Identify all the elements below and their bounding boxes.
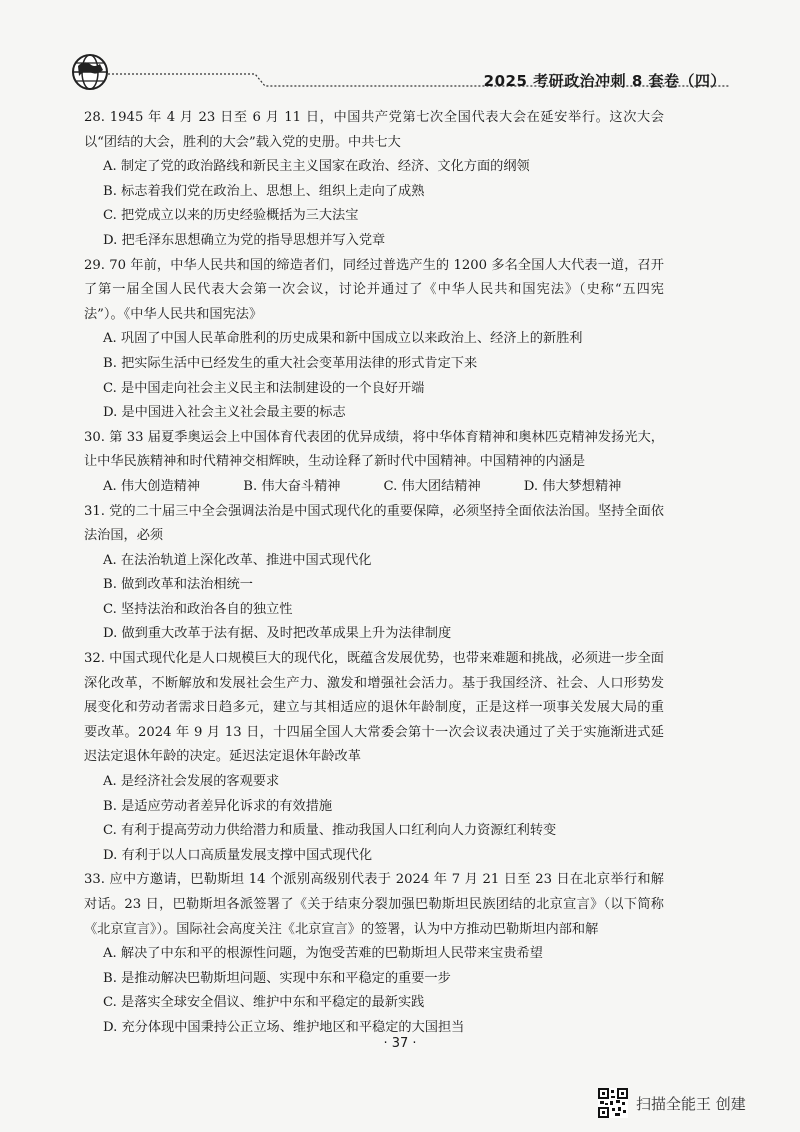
option-d: D. 把毛泽东思想确立为党的指导思想并写入党章	[103, 232, 386, 248]
option-b: B. 把实际生活中已经发生的重大社会变革用法律的形式肯定下来	[103, 355, 478, 371]
question-stem: 33. 应中方邀请，巴勒斯坦 14 个派别高级别代表于 2024 年 7 月 21 日至 23 日在北京举行和解对话。23 日，巴勒斯坦各派签署了《关于结束分裂加强巴勒斯坦民族团结的北京宣言》（以下简称《北京宣言》）。国际社会高度关注《北京宣言》的签署，认为中方推动巴勒斯坦内部和解	[84, 872, 664, 937]
option-c: C. 伟大团结精神	[383, 478, 481, 494]
question-33	[84, 868, 664, 1040]
option-c: C. 有利于提高劳动力供给潜力和质量、推动我国人口红利向人力资源红利转变	[103, 823, 557, 839]
page-number: · 37 ·	[383, 1036, 417, 1051]
option-d: D. 做到重大改革于法有据、及时把改革成果上升为法律制度	[103, 626, 452, 642]
question-32	[84, 647, 664, 868]
watermark-text: 扫描全能王 创建	[636, 1094, 746, 1113]
option-c: C. 坚持法治和政治各自的独立性	[103, 601, 293, 617]
option-a: A. 伟大创造精神	[103, 478, 201, 494]
question-stem: 29. 70 年前，中华人民共和国的缔造者们，同经过普选产生的 1200 多名全国人大代表一道，召开了第一届全国人民代表大会第一次会议，讨论并通过了《中华人民共和国宪法》（史称“五四宪法”）。《中华人民共和国宪法》	[84, 257, 664, 322]
option-a: A. 在法治轨道上深化改革、推进中国式现代化	[103, 552, 372, 568]
option-d: D. 伟大梦想精神	[523, 478, 622, 494]
option-a: A. 解决了中东和平的根源性问题，为饱受苦难的巴勒斯坦人民带来宝贵希望	[103, 946, 543, 962]
question-stem: 32. 中国式现代化是人口规模巨大的现代化，既蕴含发展优势，也带来难题和挑战，必须进一步全面深化改革，不断解放和发展社会生产力、激发和增强社会活力。基于我国经济、社会、人口形势发展变化和劳动者需求日趋多元，建立与其相适应的退休年龄制度，正是这样一项事关发展大局的重要改革。2024 年 9 月 13 日，十四届全国人大常委会第十一次会议表决通过了关于实施渐进式延迟法定退休年龄的决定。延迟法定退休年龄改革	[84, 651, 664, 765]
option-d: D. 是中国进入社会主义社会最主要的标志	[103, 405, 346, 421]
question-28	[84, 106, 664, 254]
question-30	[84, 426, 664, 500]
page-header	[70, 52, 730, 92]
option-b: B. 是推动解决巴勒斯坦问题、实现中东和平稳定的重要一步	[103, 970, 451, 986]
option-a: A. 制定了党的政治路线和新民主主义国家在政治、经济、文化方面的纲领	[103, 159, 530, 175]
option-d: D. 有利于以人口高质量发展支撑中国式现代化	[103, 847, 373, 863]
option-d: D. 充分体现中国秉持公正立场、维护地区和平稳定的大国担当	[103, 1019, 465, 1035]
question-29	[84, 254, 664, 426]
option-b: B. 是适应劳动者差异化诉求的有效措施	[103, 798, 333, 814]
qr-code-icon	[598, 1088, 628, 1118]
option-b: B. 伟大奋斗精神	[243, 478, 341, 494]
option-b: B. 标志着我们党在政治上、思想上、组织上走向了成熟	[103, 183, 425, 199]
globe-logo-icon	[70, 52, 110, 92]
question-stem: 28. 1945 年 4 月 23 日至 6 月 11 日，中国共产党第七次全国代表大会在延安举行。这次大会以“团结的大会，胜利的大会”载入党的史册。中共七大	[84, 110, 664, 150]
option-b: B. 做到改革和法治相统一	[103, 577, 253, 593]
option-c: C. 把党成立以来的历史经验概括为三大法宝	[103, 208, 359, 224]
question-stem: 31. 党的二十届三中全会强调法治是中国式现代化的重要保障，必须坚持全面依法治国。坚持全面依法治国，必须	[84, 503, 664, 544]
header-title: 2025 考研政治冲刺 8 套卷（四）	[483, 72, 726, 90]
option-a: A. 是经济社会发展的客观要求	[103, 774, 280, 790]
option-a: A. 巩固了中国人民革命胜利的历史成果和新中国成立以来政治上、经济上的新胜利	[103, 331, 583, 347]
question-31	[84, 500, 664, 648]
question-stem: 30. 第 33 届夏季奥运会上中国体育代表团的优异成绩，将中华体育精神和奥林匹克精神发扬光大，让中华民族精神和时代精神交相辉映，生动诠释了新时代中国精神。中国精神的内涵是	[84, 429, 664, 470]
option-c: C. 是中国走向社会主义民主和法制建设的一个良好开端	[103, 380, 425, 396]
options-row	[84, 475, 664, 500]
option-c: C. 是落实全球安全倡议、维护中东和平稳定的最新实践	[103, 995, 425, 1011]
scanner-watermark	[598, 1088, 746, 1118]
question-list	[84, 106, 664, 1041]
